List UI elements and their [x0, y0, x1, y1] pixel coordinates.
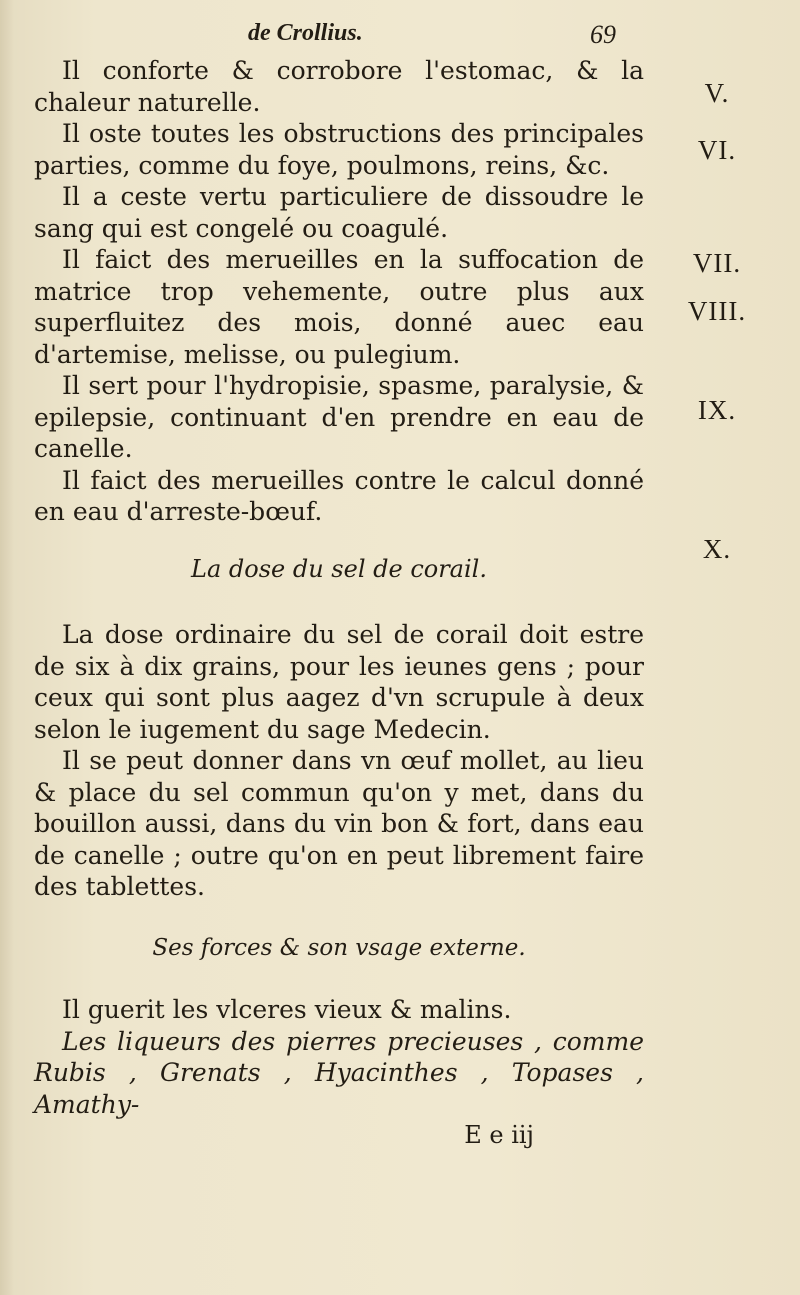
- catchword-signature: E e iij: [464, 1121, 534, 1149]
- margin-numeral-vi: VI.: [697, 135, 737, 165]
- section-heading-dose: La dose du sel de corail.: [191, 554, 487, 583]
- paragraph-dose: La dose ordinaire du sel de corail doit estre de six à dix grains, pour les ieunes gens ; pour ceux qui sont plus aagez d'vn scrupule à deux selon le iugement du sage Medecin.: [34, 620, 644, 744]
- paragraph-ix: Il sert pour l'hydropisie, spasme, paralysie, & epilepsie, continuant d'en prendre en eau de canelle.: [34, 371, 644, 463]
- paragraph-viii: Il faict des merueilles en la suffocation de matrice trop vehemente, outre plus aux superfluitez des mois, donné auec eau d'artemise, melisse, ou pulegium.: [34, 245, 644, 369]
- margin-numeral-vii: VII.: [692, 248, 742, 278]
- paragraph-precious-stones: Les liqueurs des pierres precieuses , comme Rubis , Grenats , Hyacinthes , Topases , Amathy-: [34, 1026, 644, 1119]
- margin-numeral-v: V.: [704, 78, 730, 108]
- paragraph-vi: Il oste toutes les obstructions des principales parties, comme du foye, poulmons, reins, &c.: [34, 119, 644, 180]
- running-title: de Crollius.: [248, 20, 363, 46]
- margin-numeral-ix: IX.: [697, 395, 737, 425]
- section-heading-external-use: Ses forces & son vsage externe.: [152, 934, 526, 961]
- margin-numeral-viii: VIII.: [687, 296, 747, 326]
- paragraph-administration: Il se peut donner dans vn œuf mollet, au lieu & place du sel commun qu'on y met, dans du bouillon aussi, dans du vin bon & fort, dans eau de canelle ; outre qu'on en peut librement faire des tablettes.: [34, 746, 644, 901]
- page-gutter-shadow: [0, 0, 14, 1295]
- page-header: [0, 14, 800, 54]
- margin-numeral-x: X.: [702, 534, 732, 564]
- paragraph-x: Il faict des merueilles contre le calcul donné en eau d'arreste-bœuf.: [34, 465, 644, 526]
- paragraph-v: Il conforte & corrobore l'estomac, & la chaleur naturelle.: [34, 56, 644, 117]
- body-text: [34, 55, 644, 1152]
- paragraph-vii: Il a ceste vertu particuliere de dissoudre le sang qui est congelé ou coagulé.: [34, 182, 644, 243]
- paragraph-ulcers: Il guerit les vlceres vieux & malins.: [62, 995, 512, 1024]
- page-number: 69: [590, 20, 616, 49]
